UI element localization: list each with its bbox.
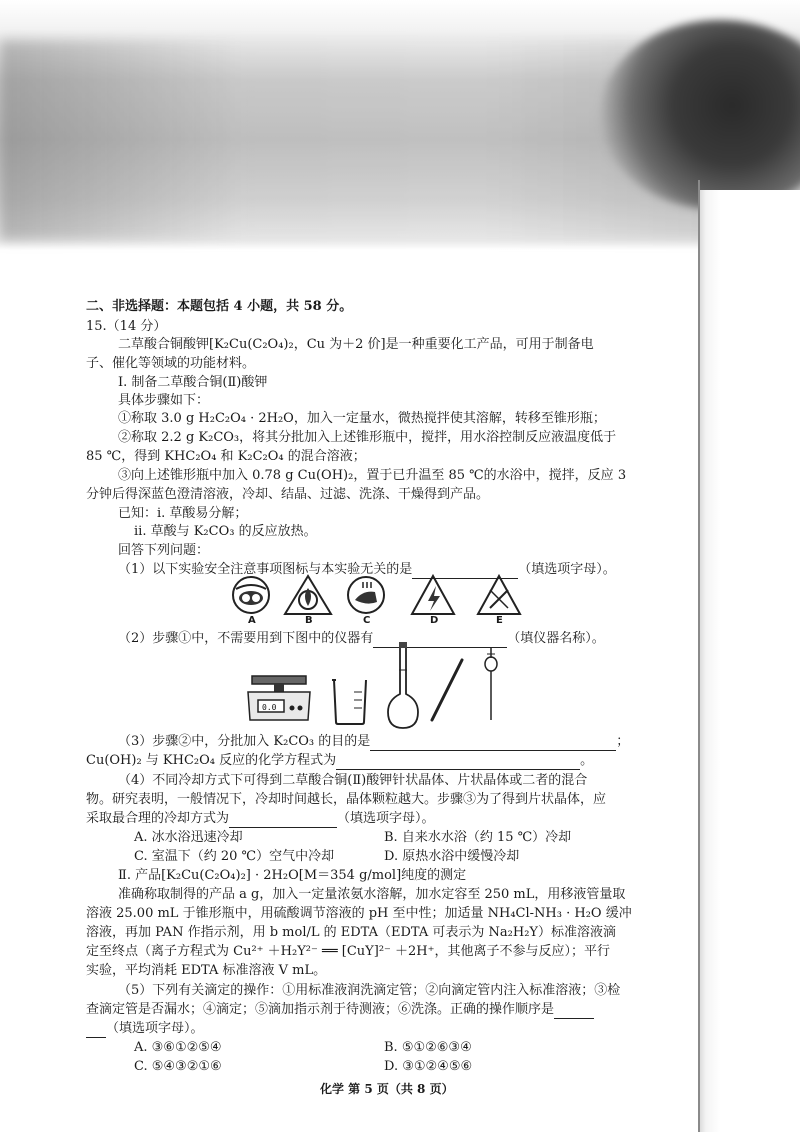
answer-prompt: 回答下列问题： [118, 543, 210, 558]
question-4-option-a[interactable]: A. 冰水浴迅速冷却 [134, 830, 243, 845]
step-2-line-1: ②称取 2.2 g K₂CO₃，将其分批加入上述锥形瓶中，搅拌，用水浴控制反应液温度低于 [118, 430, 617, 445]
question-5-line-1: （5）下列有关滴定的操作：①用标准液润洗滴定管；②向滴定管内注入标准溶液；③检 [118, 983, 621, 998]
question-3-equation-blank[interactable] [336, 755, 580, 770]
question-3-period: 。 [580, 753, 594, 768]
sharp-object-icon [476, 574, 522, 616]
step-3-line-2: 分钟后得深蓝色澄清溶液，冷却、结晶、过滤、洗涤、干燥得到产品。 [86, 487, 490, 502]
question-3-text: （3）步骤②中，分批加入 K₂CO₃ 的目的是 [118, 734, 371, 749]
question-5-line-2 [86, 1001, 594, 1019]
known-ii: ⅱ. 草酸与 K₂CO₃ 的反应放热。 [134, 524, 317, 539]
steps-intro: 具体步骤如下： [118, 393, 210, 408]
icon-label-b: B [305, 615, 313, 626]
question-4-option-d[interactable]: D. 原热水浴中缓慢冷却 [384, 849, 520, 864]
part2-line-1: 准确称取制得的产品 a g，加入一定量浓氨水溶解，加水定容至 250 mL，用移液管量取 [118, 887, 626, 902]
balance-display-reading: 0.0 [262, 703, 277, 712]
question-2-suffix: （填仪器名称）。 [507, 631, 605, 646]
known-i: 已知：ⅰ. 草酸易分解； [118, 506, 248, 521]
question-number: 15.（14 分） [86, 319, 167, 334]
beaker-icon [330, 678, 370, 726]
part2-title: Ⅱ. 产品[K₂Cu(C₂O₄)₂] · 2H₂O[M＝354 g/mol]纯度的测定 [118, 868, 467, 883]
question-4-text: 采取最合理的冷却方式为 [86, 811, 230, 826]
part2-line-3: 溶液，再加 PAN 作指示剂，用 b mol/L 的 EDTA（EDTA 可表示为 Na₂H₂Y）标准溶液滴 [86, 925, 617, 940]
question-5-option-b[interactable]: B. ⑤①②⑥③④ [384, 1040, 472, 1055]
question-5-option-d[interactable]: D. ③①②④⑤⑥ [384, 1059, 473, 1074]
question-1-text: （1）以下实验安全注意事项图标与本实验无关的是 [118, 562, 413, 577]
icon-label-c: C [363, 615, 371, 626]
part1-title: Ⅰ. 制备二草酸合铜(Ⅱ)酸钾 [118, 375, 268, 390]
part2-line-4: 定至终点（离子方程式为 Cu²⁺ ＋H₂Y²⁻ ══ [CuY]²⁻ ＋2H⁺，其他离子不参与反应）；平行 [86, 944, 610, 959]
intro-line-2: 子、催化等领域的功能材料。 [86, 356, 256, 371]
electronic-balance-icon [246, 676, 312, 724]
question-5-text: 查滴定管是否漏水；④滴定；⑤滴加指示剂于待测液；⑥洗涤。正确的操作顺序是 [86, 1002, 555, 1017]
question-4-line-1: （4）不同冷却方式下可得到二草酸合铜(Ⅱ)酸钾针状晶体、片状晶体或二者的混合 [118, 773, 588, 788]
question-5-option-a[interactable]: A. ③⑥①②⑤④ [134, 1040, 222, 1055]
step-1: ①称取 3.0 g H₂C₂O₄ · 2H₂O，加入一定量水，微热搅拌使其溶解，转移至锥形瓶； [118, 411, 606, 426]
icon-label-d: D [430, 615, 439, 626]
page-footer: 化学 第 5 页（共 8 页） [320, 1082, 454, 1096]
icon-label-a: A [248, 615, 256, 626]
hand-wash-icon [345, 576, 387, 616]
question-4-option-c[interactable]: C. 室温下（约 20 ℃）空气中冷却 [134, 849, 335, 864]
question-3-purpose-blank[interactable] [370, 736, 616, 751]
volumetric-flask-icon [386, 640, 420, 730]
question-2 [118, 630, 605, 648]
step-2-line-2: 85 ℃，得到 KHC₂O₄ 和 K₂C₂O₄ 的混合溶液； [86, 449, 366, 464]
question-4-answer-blank[interactable] [229, 813, 337, 828]
question-4-line-2: 物。研究表明，一般情况下，冷却时间越长，晶体颗粒越大。步骤③为了得到片状晶体，应 [86, 792, 607, 807]
goggles-icon [226, 576, 276, 616]
question-5-answer-blank-cont[interactable] [86, 1023, 106, 1038]
question-5-answer-blank[interactable] [554, 1004, 594, 1019]
section-header: 二、非选择题：本题包括 4 小题，共 58 分。 [86, 299, 353, 314]
flame-icon [283, 574, 333, 616]
question-3-equation-text: Cu(OH)₂ 与 KHC₂O₄ 反应的化学方程式为 [86, 753, 337, 768]
question-4-line-3 [86, 810, 435, 828]
step-3-line-1: ③向上述锥形瓶中加入 0.78 g Cu(OH)₂，置于已升温至 85 ℃的水浴中，搅拌，反应 3 [118, 468, 627, 483]
question-2-text: （2）步骤①中，不需要用到下图中的仪器有 [118, 631, 374, 646]
part2-line-2: 溶液 25.00 mL 于锥形瓶中，用硫酸调节溶液的 pH 至中性；加适量 NH₄Cl-NH₃ · H₂O 缓冲 [86, 906, 632, 921]
part2-line-5: 实验，平均消耗 EDTA 标准溶液 V mL。 [86, 963, 327, 978]
question-5-suffix: （填选项字母）。 [106, 1021, 204, 1036]
glass-rod-icon [426, 658, 466, 724]
question-4-suffix: （填选项字母）。 [337, 811, 435, 826]
question-3-line-2 [86, 752, 593, 770]
question-5-option-c[interactable]: C. ⑤④③②①⑥ [134, 1059, 222, 1074]
question-4-option-b[interactable]: B. 自来水水浴（约 15 ℃）冷却 [384, 830, 572, 845]
question-3-semicolon: ； [616, 734, 630, 749]
question-3-line-1 [118, 733, 629, 751]
pipette-icon [478, 648, 504, 724]
icon-label-e: E [496, 615, 503, 626]
electric-icon [410, 574, 456, 616]
question-5-line-3 [86, 1020, 204, 1038]
question-1-suffix: （填选项字母）。 [518, 562, 616, 577]
intro-line-1: 二草酸合铜酸钾[K₂Cu(C₂O₄)₂，Cu 为＋2 价]是一种重要化工产品，可用于制备电 [118, 337, 594, 352]
